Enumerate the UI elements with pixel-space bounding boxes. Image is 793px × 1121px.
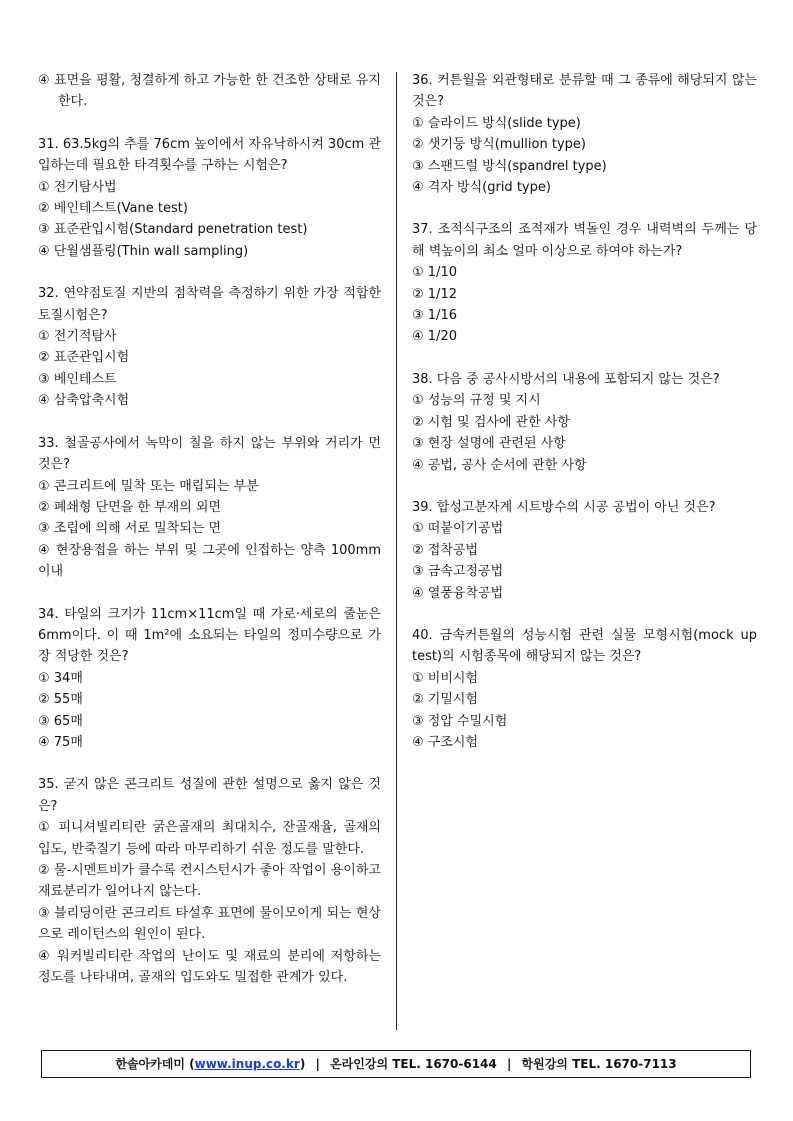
question-32-text: 32. 연약점토질 지반의 점착력을 측정하기 위한 가장 적합한 토질시험은? (38, 286, 381, 323)
question-34-option-2: ② 55매 (38, 692, 83, 708)
question-38-option-2: ② 시험 및 검사에 관한 사항 (412, 414, 570, 430)
question-37 (412, 219, 757, 347)
question-36-option-4: ④ 격자 방식(grid type) (412, 180, 551, 196)
question-39-option-4: ④ 열풍융착공법 (412, 585, 504, 601)
question-31-option-2: ② 베인테스트(Vane test) (38, 201, 188, 217)
question-33-option-2: ② 폐쇄형 단면을 한 부재의 외면 (38, 499, 222, 515)
left-column (38, 70, 381, 1009)
question-40-option-2: ② 기밀시험 (412, 692, 479, 708)
question-32-option-1: ① 전기적탐사 (38, 329, 117, 345)
footer-separator: | (315, 1057, 320, 1071)
question-38-text: 38. 다음 중 공사시방서의 내용에 포함되지 않는 것은? (412, 371, 720, 387)
question-37-option-4: ④ 1/20 (412, 329, 457, 345)
question-36 (412, 70, 757, 198)
question-32-option-3: ③ 베인테스트 (38, 371, 117, 387)
question-31-option-3: ③ 표준관입시험(Standard penetration test) (38, 222, 308, 238)
question-40-option-1: ① 비비시험 (412, 670, 479, 686)
question-35-option-1: ① 피니셔빌리티란 굵은골재의 최대치수, 잔골재율, 골재의 입도, 반죽질기 등에 따라 마무리하기 쉬운 정도를 말한다. (38, 820, 381, 857)
question-33 (38, 433, 381, 583)
question-35 (38, 774, 381, 988)
question-37-option-2: ② 1/12 (412, 286, 457, 302)
question-34-option-1: ① 34매 (38, 670, 83, 686)
footer-website-link[interactable]: www.inup.co.kr (194, 1057, 300, 1071)
question-38 (412, 369, 757, 476)
question-32 (38, 283, 381, 411)
question-34-option-4: ④ 75매 (38, 734, 83, 750)
question-38-option-4: ④ 공법, 공사 순서에 관한 사항 (412, 457, 587, 473)
question-35-option-3: ③ 블리딩이란 콘크리트 타설후 표면에 물이모이게 되는 현상으로 레이턴스의 원인이 된다. (38, 905, 381, 943)
question-35-option-4: ④ 워커빌리티란 작업의 난이도 및 재료의 분리에 저항하는 정도를 나타내며, 골재의 입도와도 밀접한 관계가 있다. (38, 948, 381, 986)
right-column (412, 70, 757, 774)
question-37-option-3: ③ 1/16 (412, 308, 457, 324)
question-33-text: 33. 철골공사에서 녹막이 칠을 하지 않는 부위와 거리가 먼 것은? (38, 435, 381, 473)
question-39-option-2: ② 접착공법 (412, 542, 479, 558)
question-36-option-3: ③ 스팬드럴 방식(spandrel type) (412, 158, 607, 174)
footer-academy-name: 한솔아카데미 (115, 1057, 185, 1071)
question-31 (38, 134, 381, 262)
question-34-text: 34. 타일의 크기가 11cm×11cm일 때 가로·세로의 줄눈은 6mm이다. 이 때 1m²에 소요되는 타일의 정미수량으로 가장 적당한 것은? (38, 606, 381, 665)
footer-academy-phone: 학원강의 TEL. 1670-7113 (521, 1057, 677, 1071)
question-33-option-4: ④ 현장용접을 하는 부위 및 그곳에 인접하는 양측 100mm 이내 (38, 542, 381, 580)
question-32-option-4: ④ 삼축압축시험 (38, 393, 130, 409)
question-38-option-3: ③ 현장 설명에 관련된 사항 (412, 436, 566, 452)
question-39-option-1: ① 떠붙이기공법 (412, 521, 504, 537)
question-30-continuation (38, 70, 381, 113)
question-38-option-1: ① 성능의 규정 및 지시 (412, 393, 541, 409)
question-36-text: 36. 커튼월을 외관형태로 분류할 때 그 종류에 해당되지 않는 것은? (412, 73, 757, 110)
question-39-option-3: ③ 금속고정공법 (412, 564, 504, 580)
question-39-text: 39. 합성고분자계 시트방수의 시공 공법이 아닌 것은? (412, 499, 716, 515)
question-37-text: 37. 조적식구조의 조적재가 벽돌인 경우 내력벽의 두께는 당해 벽높이의 최소 얼마 이상으로 하여야 하는가? (412, 222, 757, 259)
question-40-option-4: ④ 구조시험 (412, 734, 479, 750)
question-34-option-3: ③ 65매 (38, 713, 83, 729)
column-divider (396, 72, 397, 1030)
question-31-text: 31. 63.5kg의 추를 76cm 높이에서 자유낙하시켜 30cm 관입하는데 필요한 타격횟수를 구하는 시험은? (38, 136, 381, 174)
question-35-text: 35. 굳지 않은 콘크리트 성질에 관한 설명으로 옳지 않은 것은? (38, 777, 381, 814)
question-33-option-1: ① 콘크리트에 밀착 또는 매립되는 부분 (38, 478, 259, 494)
question-36-option-1: ① 슬라이드 방식(slide type) (412, 115, 581, 131)
question-40 (412, 625, 757, 753)
question-34 (38, 604, 381, 754)
footer-online-phone: 온라인강의 TEL. 1670-6144 (330, 1057, 497, 1071)
question-35-option-2: ② 물-시멘트비가 클수록 컨시스턴시가 좋아 작업이 용이하고 재료분리가 일어나지 않는다. (38, 863, 381, 900)
question-33-option-3: ③ 조립에 의해 서로 밀착되는 면 (38, 521, 222, 537)
question-31-option-4: ④ 단월샘플링(Thin wall sampling) (38, 243, 249, 259)
footer-separator: | (506, 1057, 512, 1071)
question-40-text: 40. 금속커튼월의 성능시험 관련 실물 모형시험(mock up test)의 시험종목에 해당되지 않는 것은? (412, 627, 757, 665)
question-40-option-3: ③ 정압 수밀시험 (412, 713, 508, 729)
question-36-option-2: ② 샛기둥 방식(mullion type) (412, 137, 586, 153)
question-32-option-2: ② 표준관입시험 (38, 350, 130, 366)
question-31-option-1: ① 전기탐사법 (38, 179, 117, 195)
question-37-option-1: ① 1/10 (412, 265, 457, 281)
question-39 (412, 497, 757, 604)
footer-bar: 한솔아카데미 (www.inup.co.kr) | 온라인강의 TEL. 1670-6144 | 학원강의 TEL. 1670-7113 (41, 1050, 751, 1078)
question-30-option-4: ④ 표면을 평활, 청결하게 하고 가능한 한 건조한 상태로 유지한다. (38, 73, 381, 110)
